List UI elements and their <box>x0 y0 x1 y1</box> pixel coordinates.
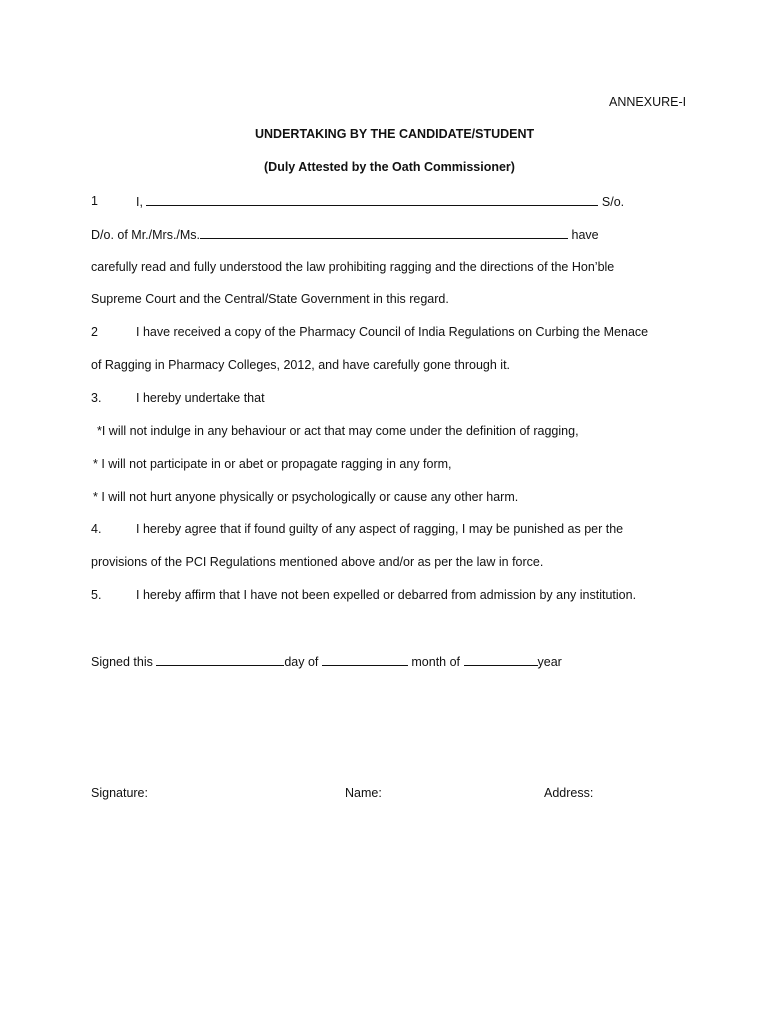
para3-bullet-2: * I will not participate in or abet or propagate ragging in any form, <box>93 457 452 471</box>
name-blank[interactable] <box>146 193 598 206</box>
para3-line1: I hereby undertake that <box>136 391 265 405</box>
para1-line4: Supreme Court and the Central/State Government in this regard. <box>91 292 449 306</box>
year-label: year <box>537 655 562 669</box>
para3-bullet-1: *I will not indulge in any behaviour or act that may come under the definition of ragging, <box>97 424 579 438</box>
para4-line2: provisions of the PCI Regulations mentioned above and/or as per the law in force. <box>91 555 544 569</box>
para1-line3: carefully read and fully understood the law prohibiting ragging and the directions of the Hon’ble <box>91 260 615 274</box>
para3-number: 3. <box>91 391 102 405</box>
para5-number: 5. <box>91 588 102 602</box>
para1-have: have <box>571 228 599 242</box>
signed-label: Signed this <box>91 655 153 669</box>
parent-name-blank[interactable] <box>200 226 568 239</box>
year-blank[interactable] <box>464 653 538 666</box>
document-subtitle: (Duly Attested by the Oath Commissioner) <box>264 160 515 174</box>
para1-number: 1 <box>91 194 98 208</box>
para1-pre: I, <box>136 195 143 209</box>
signature-label: Signature: <box>91 786 148 800</box>
para5-line1: I hereby affirm that I have not been expelled or debarred from admission by any institution. <box>136 588 637 602</box>
para4-line1: I hereby agree that if found guilty of any aspect of ragging, I may be punished as per the <box>136 522 624 536</box>
signed-line <box>91 653 562 670</box>
annexure-label: ANNEXURE-I <box>609 95 687 109</box>
para4-number: 4. <box>91 522 102 536</box>
para3-bullet-3: * I will not hurt anyone physically or psychologically or cause any other harm. <box>93 490 519 504</box>
para1-post: S/o. <box>601 195 625 209</box>
parent-label: D/o. of Mr./Mrs./Ms. <box>91 228 201 242</box>
month-blank[interactable] <box>322 653 408 666</box>
para2-line2: of Ragging in Pharmacy Colleges, 2012, and have carefully gone through it. <box>91 358 511 372</box>
para2-line1: I have received a copy of the Pharmacy Council of India Regulations on Curbing the Menace <box>136 325 649 339</box>
day-of-label: day of <box>284 655 319 669</box>
month-of-label: month of <box>411 655 461 669</box>
para1-line1 <box>136 193 624 210</box>
para1-line2 <box>91 226 599 243</box>
day-blank[interactable] <box>156 653 284 666</box>
document-title: UNDERTAKING BY THE CANDIDATE/STUDENT <box>255 127 535 141</box>
address-label: Address: <box>544 786 594 800</box>
name-label: Name: <box>345 786 382 800</box>
para2-number: 2 <box>91 325 98 339</box>
